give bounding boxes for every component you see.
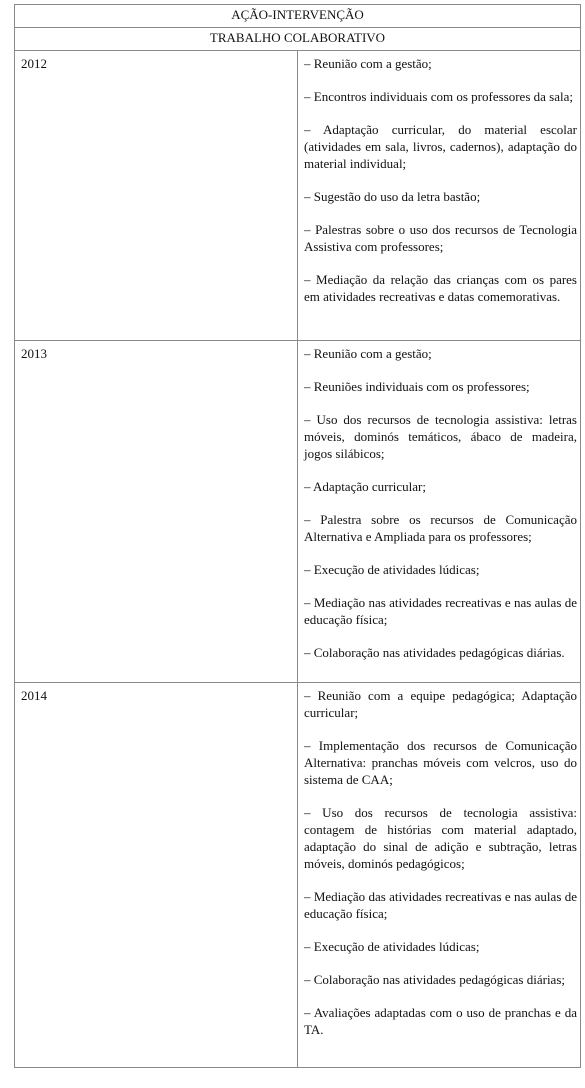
table-header-row [15, 5, 581, 28]
actions-cell [298, 341, 581, 683]
table-row [15, 341, 581, 683]
table-subheader-row [15, 28, 581, 51]
table-title: AÇÃO-INTERVENÇÃO [15, 5, 581, 28]
action-item: – Reunião com a equipe pedagógica; Adaptação curricular; [304, 688, 577, 720]
year-cell: 2014 [15, 683, 298, 1068]
year-cell: 2012 [15, 51, 298, 341]
action-item: – Sugestão do uso da letra bastão; [304, 189, 481, 204]
action-item: – Adaptação curricular, do material escolar (atividades em sala, livros, cadernos), adaptação do material individual; [304, 122, 577, 171]
action-item: – Reunião com a gestão; [304, 56, 432, 71]
action-item: – Encontros individuais com os professores da sala; [304, 89, 573, 104]
action-item: – Execução de atividades lúdicas; [304, 939, 480, 954]
action-item: – Palestra sobre os recursos de Comunicação Alternativa e Ampliada para os professores; [304, 512, 577, 544]
action-item: – Mediação nas atividades recreativas e nas aulas de educação física; [304, 595, 577, 627]
action-item: – Execução de atividades lúdicas; [304, 562, 480, 577]
actions-cell [298, 683, 581, 1068]
action-item: – Uso dos recursos de tecnologia assistiva: contagem de histórias com material adaptado, adaptação do sinal de adição e subtração, letras móveis, dominós pedagógicos; [304, 805, 577, 871]
actions-cell [298, 51, 581, 341]
action-item: – Implementação dos recursos de Comunicação Alternativa: pranchas móveis com velcros, uso do sistema de CAA; [304, 738, 577, 787]
action-item: – Reunião com a gestão; [304, 346, 432, 361]
action-item: – Adaptação curricular; [304, 479, 426, 494]
action-intervention-table [14, 4, 581, 1068]
action-item: – Colaboração nas atividades pedagógicas diárias; [304, 972, 565, 987]
table-row [15, 51, 581, 341]
action-item: – Reuniões individuais com os professores; [304, 379, 530, 394]
action-item: – Uso dos recursos de tecnologia assistiva: letras móveis, dominós temáticos, ábaco de madeira, jogos silábicos; [304, 412, 577, 461]
action-item: – Colaboração nas atividades pedagógicas diárias. [304, 645, 565, 660]
action-item: – Avaliações adaptadas com o uso de pranchas e da TA. [304, 1005, 577, 1037]
action-item: – Mediação da relação das crianças com os pares em atividades recreativas e datas comemorativas. [304, 272, 577, 304]
action-item: – Mediação das atividades recreativas e nas aulas de educação física; [304, 889, 577, 921]
year-cell: 2013 [15, 341, 298, 683]
table-row [15, 683, 581, 1068]
action-item: – Palestras sobre o uso dos recursos de Tecnologia Assistiva com professores; [304, 222, 577, 254]
table-subtitle: TRABALHO COLABORATIVO [15, 28, 581, 51]
